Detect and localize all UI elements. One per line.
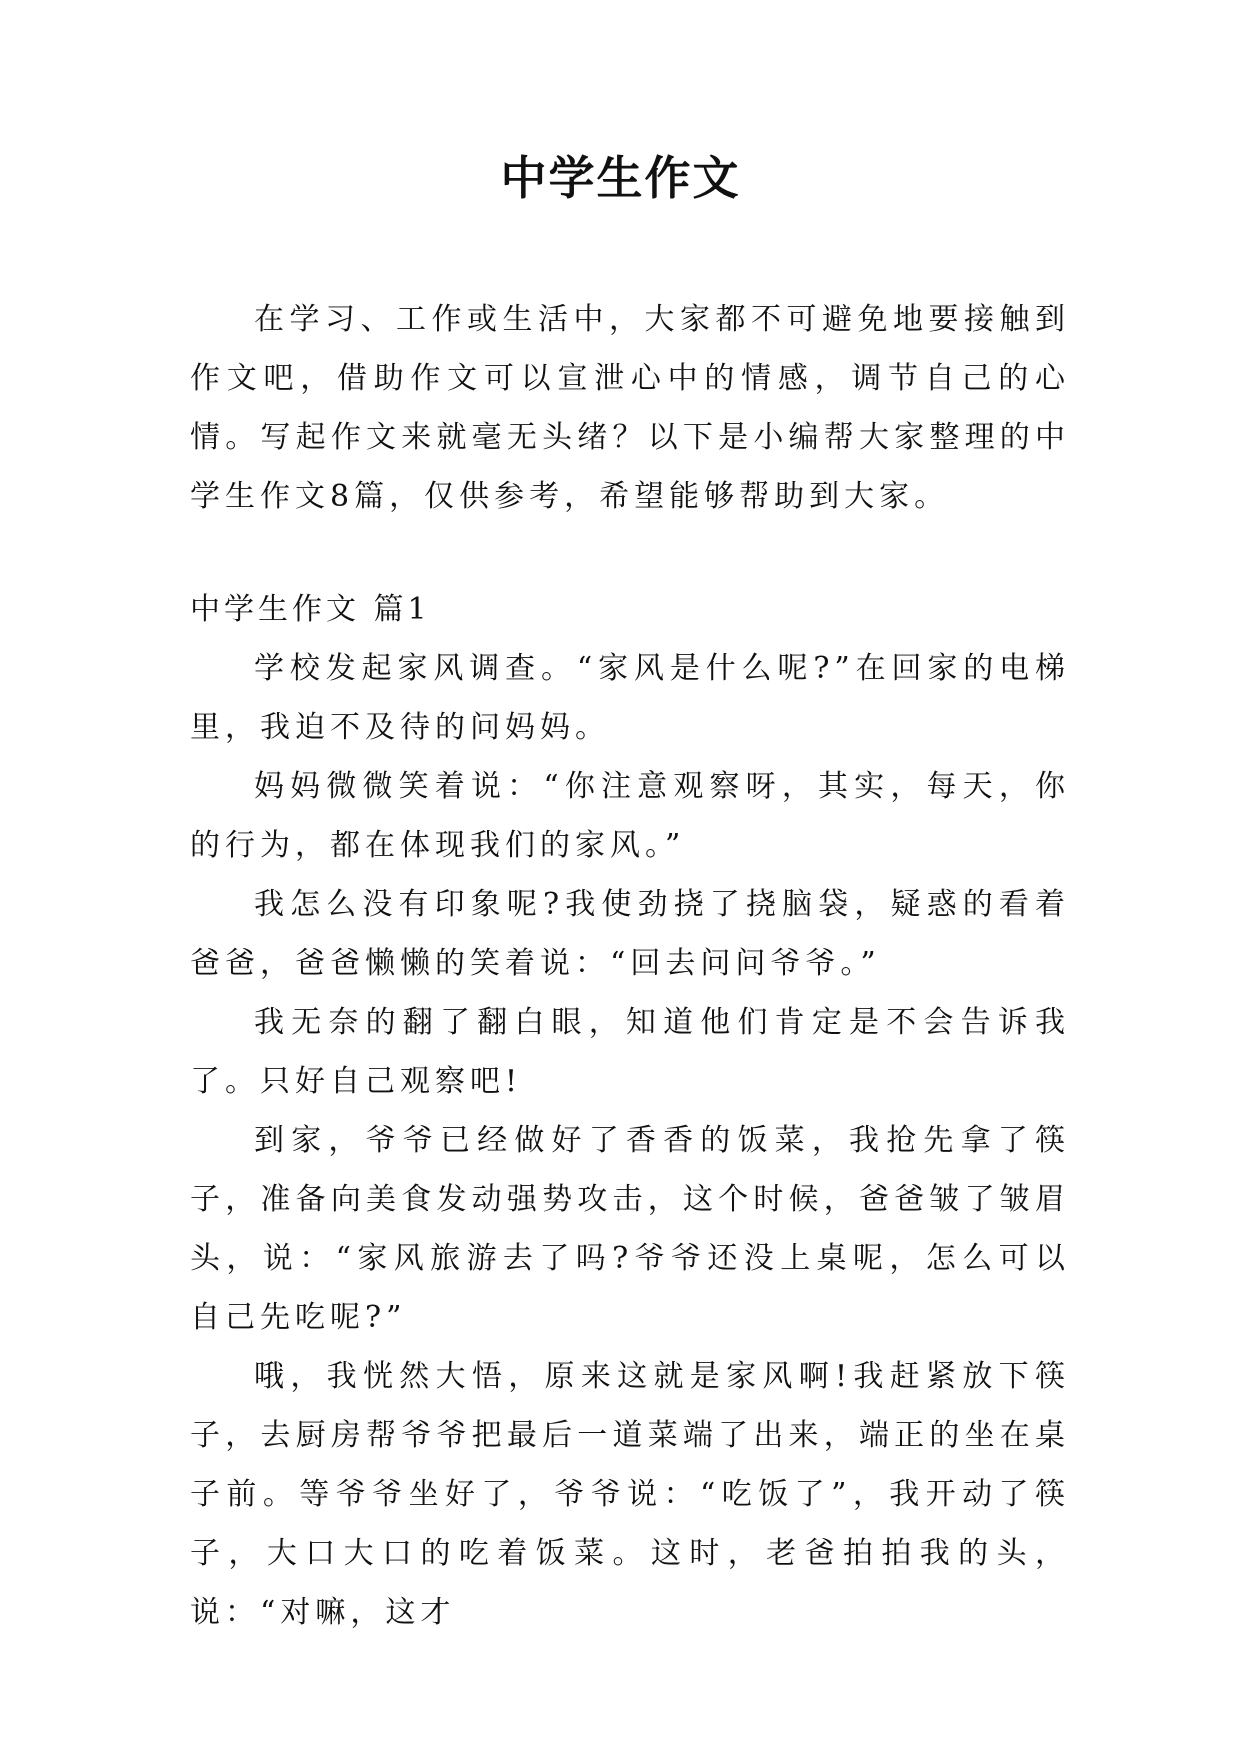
essay-paragraph: 学校发起家风调查。“家风是什么呢?”在回家的电梯里，我迫不及待的问妈妈。 [190,651,1070,745]
essay-paragraph: 到家，爷爷已经做好了香香的饭菜，我抢先拿了筷子，准备向美食发动强势攻击，这个时候，爸爸皱了皱眉头，说：“家风旅游去了吗?爷爷还没上桌呢，怎么可以自己先吃呢?” [190,1123,1070,1335]
section-heading: 中学生作文 篇1 [190,592,431,627]
intro-paragraph: 在学习、工作或生活中，大家都不可避免地要接触到作文吧，借助作文可以宣泄心中的情感，调节自己的心情。写起作文来就毫无头绪？以下是小编帮大家整理的中学生作文8篇，仅供参考，希望能够帮助到大家。 [190,302,1070,514]
essay-paragraph: 哦，我恍然大悟，原来这就是家风啊!我赶紧放下筷子，去厨房帮爷爷把最后一道菜端了出来，端正的坐在桌子前。等爷爷坐好了，爷爷说：“吃饭了”，我开动了筷子，大口大口的吃着饭菜。这时，老爸拍拍我的头，说：“对嘛，这才 [190,1359,1070,1630]
page-title: 中学生作文 [500,151,741,205]
essay-section-1 [190,580,1070,1642]
essay-paragraph: 我无奈的翻了翻白眼，知道他们肯定是不会告诉我了。只好自己观察吧! [190,1005,1070,1099]
intro-block [190,290,1070,526]
essay-paragraph: 我怎么没有印象呢?我使劲挠了挠脑袋，疑惑的看着爸爸，爸爸懒懒的笑着说：“回去问问爷爷。” [190,887,1070,981]
essay-paragraph: 妈妈微微笑着说：“你注意观察呀，其实，每天，你的行为，都在体现我们的家风。” [190,769,1070,863]
